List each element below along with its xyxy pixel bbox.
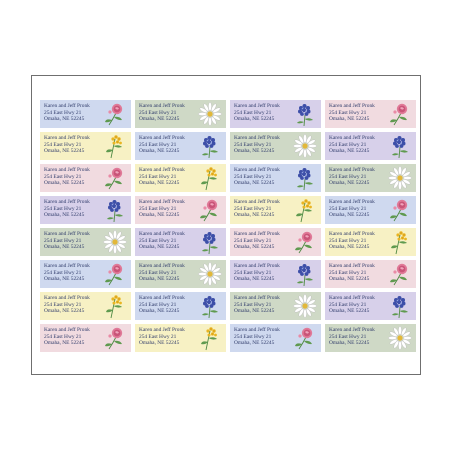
daisy-icon bbox=[197, 261, 223, 287]
recipient-name: Karen and Jeff Pronk bbox=[329, 167, 375, 173]
address-label bbox=[135, 100, 226, 128]
address-label bbox=[325, 324, 416, 352]
yellow-flower-icon bbox=[102, 133, 128, 159]
city-state-zip: Omaha, NE 52245 bbox=[234, 212, 275, 219]
address-label bbox=[135, 260, 226, 288]
city-state-zip: Omaha, NE 52245 bbox=[234, 244, 275, 251]
street-address: 254 East Hwy 21 bbox=[234, 109, 272, 116]
address-label bbox=[325, 292, 416, 320]
recipient-name: Karen and Jeff Pronk bbox=[139, 295, 185, 301]
street-address: 254 East Hwy 21 bbox=[139, 109, 177, 116]
city-state-zip: Omaha, NE 52245 bbox=[44, 308, 85, 315]
street-address: 254 East Hwy 21 bbox=[329, 205, 367, 212]
city-state-zip: Omaha, NE 52245 bbox=[329, 340, 370, 347]
city-state-zip: Omaha, NE 52245 bbox=[329, 148, 370, 155]
daisy-icon bbox=[102, 229, 128, 255]
address-label bbox=[325, 260, 416, 288]
street-address: 254 East Hwy 21 bbox=[234, 205, 272, 212]
street-address: 254 East Hwy 21 bbox=[44, 141, 82, 148]
hydrangea-icon bbox=[292, 261, 318, 287]
address-label bbox=[40, 100, 131, 128]
city-state-zip: Omaha, NE 52245 bbox=[234, 148, 275, 155]
daisy-icon bbox=[292, 293, 318, 319]
pink-rose-icon bbox=[387, 261, 413, 287]
pink-rose-icon bbox=[102, 261, 128, 287]
hydrangea-icon bbox=[292, 101, 318, 127]
street-address: 254 East Hwy 21 bbox=[329, 333, 367, 340]
address-label bbox=[230, 324, 321, 352]
street-address: 254 East Hwy 21 bbox=[139, 205, 177, 212]
city-state-zip: Omaha, NE 52245 bbox=[234, 116, 275, 123]
pink-rose-icon bbox=[102, 325, 128, 351]
address-label bbox=[135, 324, 226, 352]
city-state-zip: Omaha, NE 52245 bbox=[44, 276, 85, 283]
city-state-zip: Omaha, NE 52245 bbox=[329, 308, 370, 315]
city-state-zip: Omaha, NE 52245 bbox=[44, 180, 85, 187]
recipient-name: Karen and Jeff Pronk bbox=[44, 167, 90, 173]
recipient-name: Karen and Jeff Pronk bbox=[139, 167, 185, 173]
city-state-zip: Omaha, NE 52245 bbox=[139, 148, 180, 155]
address-label bbox=[325, 196, 416, 224]
address-label bbox=[230, 196, 321, 224]
address-label bbox=[230, 292, 321, 320]
hydrangea-icon bbox=[387, 293, 413, 319]
pink-rose-icon bbox=[292, 325, 318, 351]
daisy-icon bbox=[197, 101, 223, 127]
recipient-name: Karen and Jeff Pronk bbox=[44, 231, 90, 237]
recipient-name: Karen and Jeff Pronk bbox=[329, 135, 375, 141]
address-label bbox=[40, 164, 131, 192]
address-label bbox=[40, 292, 131, 320]
city-state-zip: Omaha, NE 52245 bbox=[139, 212, 180, 219]
street-address: 254 East Hwy 21 bbox=[44, 269, 82, 276]
address-label bbox=[40, 228, 131, 256]
street-address: 254 East Hwy 21 bbox=[234, 301, 272, 308]
recipient-name: Karen and Jeff Pronk bbox=[44, 263, 90, 269]
street-address: 254 East Hwy 21 bbox=[139, 173, 177, 180]
recipient-name: Karen and Jeff Pronk bbox=[139, 327, 185, 333]
street-address: 254 East Hwy 21 bbox=[44, 237, 82, 244]
city-state-zip: Omaha, NE 52245 bbox=[329, 276, 370, 283]
street-address: 254 East Hwy 21 bbox=[329, 141, 367, 148]
street-address: 254 East Hwy 21 bbox=[329, 237, 367, 244]
city-state-zip: Omaha, NE 52245 bbox=[139, 276, 180, 283]
recipient-name: Karen and Jeff Pronk bbox=[329, 327, 375, 333]
hydrangea-icon bbox=[102, 197, 128, 223]
street-address: 254 East Hwy 21 bbox=[234, 173, 272, 180]
recipient-name: Karen and Jeff Pronk bbox=[139, 135, 185, 141]
city-state-zip: Omaha, NE 52245 bbox=[44, 212, 85, 219]
recipient-name: Karen and Jeff Pronk bbox=[44, 199, 90, 205]
recipient-name: Karen and Jeff Pronk bbox=[234, 199, 280, 205]
recipient-name: Karen and Jeff Pronk bbox=[234, 103, 280, 109]
address-label bbox=[230, 132, 321, 160]
city-state-zip: Omaha, NE 52245 bbox=[329, 212, 370, 219]
yellow-flower-icon bbox=[197, 325, 223, 351]
recipient-name: Karen and Jeff Pronk bbox=[234, 167, 280, 173]
address-label bbox=[135, 292, 226, 320]
yellow-flower-icon bbox=[102, 293, 128, 319]
address-label bbox=[325, 132, 416, 160]
recipient-name: Karen and Jeff Pronk bbox=[44, 327, 90, 333]
daisy-icon bbox=[387, 165, 413, 191]
address-label bbox=[325, 228, 416, 256]
label-sheet bbox=[31, 75, 421, 375]
recipient-name: Karen and Jeff Pronk bbox=[329, 231, 375, 237]
street-address: 254 East Hwy 21 bbox=[234, 333, 272, 340]
recipient-name: Karen and Jeff Pronk bbox=[234, 295, 280, 301]
address-label bbox=[40, 196, 131, 224]
city-state-zip: Omaha, NE 52245 bbox=[139, 244, 180, 251]
street-address: 254 East Hwy 21 bbox=[44, 173, 82, 180]
street-address: 254 East Hwy 21 bbox=[139, 269, 177, 276]
street-address: 254 East Hwy 21 bbox=[329, 269, 367, 276]
address-label bbox=[230, 164, 321, 192]
address-label bbox=[135, 196, 226, 224]
recipient-name: Karen and Jeff Pronk bbox=[329, 103, 375, 109]
daisy-icon bbox=[292, 133, 318, 159]
street-address: 254 East Hwy 21 bbox=[139, 333, 177, 340]
recipient-name: Karen and Jeff Pronk bbox=[234, 327, 280, 333]
recipient-name: Karen and Jeff Pronk bbox=[139, 263, 185, 269]
pink-rose-icon bbox=[197, 197, 223, 223]
recipient-name: Karen and Jeff Pronk bbox=[44, 295, 90, 301]
city-state-zip: Omaha, NE 52245 bbox=[329, 244, 370, 251]
street-address: 254 East Hwy 21 bbox=[139, 301, 177, 308]
pink-rose-icon bbox=[102, 165, 128, 191]
recipient-name: Karen and Jeff Pronk bbox=[329, 263, 375, 269]
city-state-zip: Omaha, NE 52245 bbox=[139, 180, 180, 187]
hydrangea-icon bbox=[197, 133, 223, 159]
yellow-flower-icon bbox=[197, 165, 223, 191]
city-state-zip: Omaha, NE 52245 bbox=[234, 180, 275, 187]
street-address: 254 East Hwy 21 bbox=[329, 301, 367, 308]
city-state-zip: Omaha, NE 52245 bbox=[329, 116, 370, 123]
city-state-zip: Omaha, NE 52245 bbox=[234, 340, 275, 347]
street-address: 254 East Hwy 21 bbox=[329, 173, 367, 180]
address-label bbox=[230, 228, 321, 256]
daisy-icon bbox=[387, 325, 413, 351]
recipient-name: Karen and Jeff Pronk bbox=[44, 103, 90, 109]
recipient-name: Karen and Jeff Pronk bbox=[329, 295, 375, 301]
hydrangea-icon bbox=[292, 165, 318, 191]
yellow-flower-icon bbox=[292, 197, 318, 223]
recipient-name: Karen and Jeff Pronk bbox=[329, 199, 375, 205]
city-state-zip: Omaha, NE 52245 bbox=[234, 308, 275, 315]
recipient-name: Karen and Jeff Pronk bbox=[234, 135, 280, 141]
city-state-zip: Omaha, NE 52245 bbox=[44, 340, 85, 347]
city-state-zip: Omaha, NE 52245 bbox=[139, 116, 180, 123]
street-address: 254 East Hwy 21 bbox=[234, 269, 272, 276]
street-address: 254 East Hwy 21 bbox=[139, 237, 177, 244]
hydrangea-icon bbox=[197, 229, 223, 255]
address-label bbox=[40, 132, 131, 160]
address-label bbox=[135, 164, 226, 192]
address-label bbox=[230, 100, 321, 128]
address-label bbox=[325, 100, 416, 128]
pink-rose-icon bbox=[292, 229, 318, 255]
city-state-zip: Omaha, NE 52245 bbox=[44, 148, 85, 155]
address-label bbox=[40, 324, 131, 352]
street-address: 254 East Hwy 21 bbox=[44, 333, 82, 340]
city-state-zip: Omaha, NE 52245 bbox=[139, 340, 180, 347]
recipient-name: Karen and Jeff Pronk bbox=[139, 103, 185, 109]
city-state-zip: Omaha, NE 52245 bbox=[44, 116, 85, 123]
city-state-zip: Omaha, NE 52245 bbox=[234, 276, 275, 283]
street-address: 254 East Hwy 21 bbox=[44, 109, 82, 116]
pink-rose-icon bbox=[102, 101, 128, 127]
recipient-name: Karen and Jeff Pronk bbox=[139, 199, 185, 205]
city-state-zip: Omaha, NE 52245 bbox=[329, 180, 370, 187]
street-address: 254 East Hwy 21 bbox=[329, 109, 367, 116]
street-address: 254 East Hwy 21 bbox=[234, 237, 272, 244]
yellow-flower-icon bbox=[387, 229, 413, 255]
city-state-zip: Omaha, NE 52245 bbox=[44, 244, 85, 251]
recipient-name: Karen and Jeff Pronk bbox=[139, 231, 185, 237]
address-label bbox=[325, 164, 416, 192]
recipient-name: Karen and Jeff Pronk bbox=[44, 135, 90, 141]
hydrangea-icon bbox=[197, 293, 223, 319]
recipient-name: Karen and Jeff Pronk bbox=[234, 263, 280, 269]
label-grid bbox=[40, 100, 416, 352]
address-label bbox=[135, 228, 226, 256]
hydrangea-icon bbox=[387, 133, 413, 159]
address-label bbox=[40, 260, 131, 288]
street-address: 254 East Hwy 21 bbox=[234, 141, 272, 148]
street-address: 254 East Hwy 21 bbox=[44, 205, 82, 212]
address-label bbox=[135, 132, 226, 160]
pink-rose-icon bbox=[387, 101, 413, 127]
street-address: 254 East Hwy 21 bbox=[139, 141, 177, 148]
pink-rose-icon bbox=[387, 197, 413, 223]
recipient-name: Karen and Jeff Pronk bbox=[234, 231, 280, 237]
address-label bbox=[230, 260, 321, 288]
city-state-zip: Omaha, NE 52245 bbox=[139, 308, 180, 315]
street-address: 254 East Hwy 21 bbox=[44, 301, 82, 308]
